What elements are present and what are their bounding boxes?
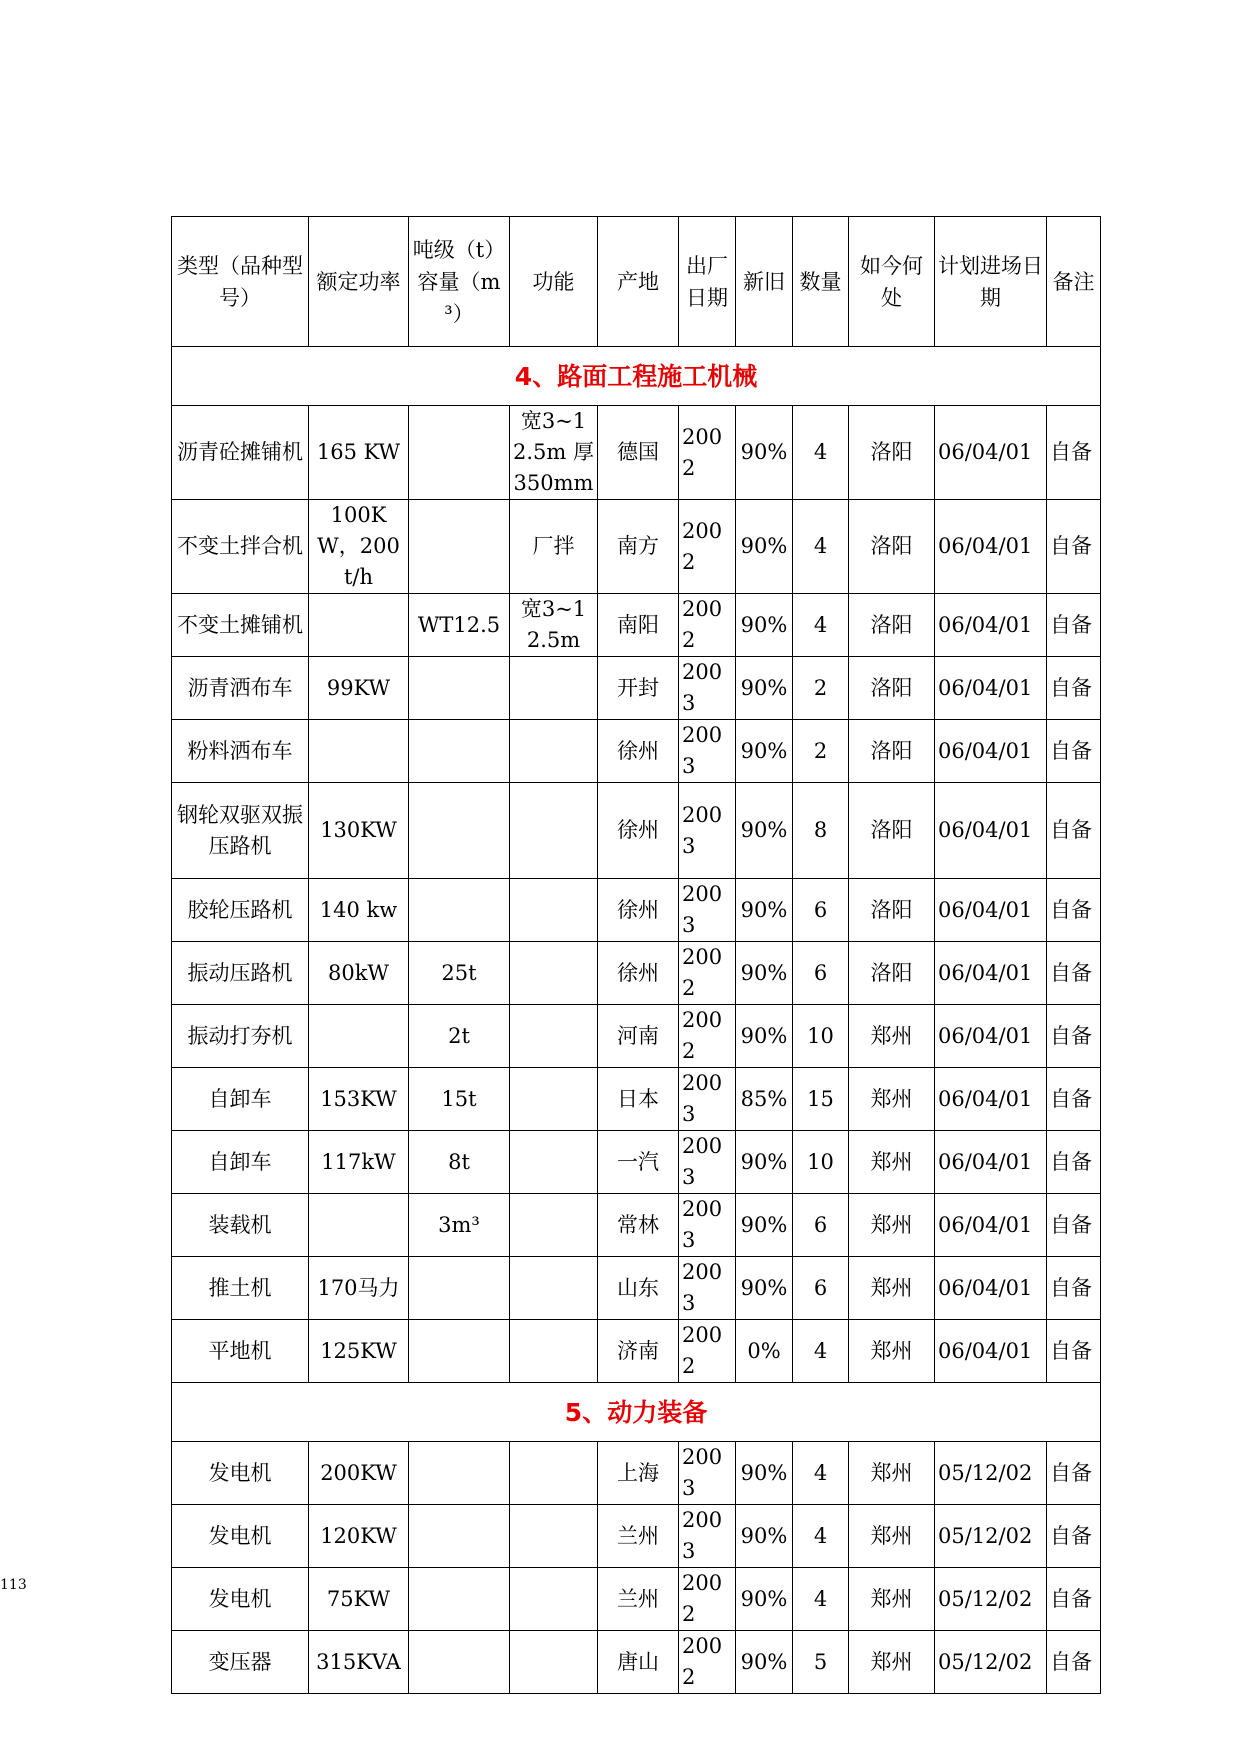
cell-function: 宽3~12.5m 厚350mm [510,406,598,500]
cell-remarks: 自备 [1047,1568,1101,1631]
cell-function [510,1005,598,1068]
cell-remarks: 自备 [1047,1442,1101,1505]
cell-planned-entry-date: 06/04/01 [935,720,1047,783]
cell-tonnage-capacity [409,1631,510,1694]
cell-function [510,783,598,879]
cell-rated-power: 153KW [309,1068,409,1131]
cell-tonnage-capacity [409,879,510,942]
cell-type: 变压器 [172,1631,309,1694]
cell-function [510,1568,598,1631]
cell-current-location: 洛阳 [849,879,935,942]
table-row [172,1631,1101,1694]
cell-current-location: 洛阳 [849,594,935,657]
cell-origin: 常林 [598,1194,679,1257]
cell-condition: 90% [736,594,793,657]
cell-remarks: 自备 [1047,1505,1101,1568]
equipment-table [171,216,1101,1694]
cell-manufacture-date: 2003 [679,1131,736,1194]
cell-tonnage-capacity: 25t [409,942,510,1005]
cell-quantity: 4 [793,406,849,500]
cell-manufacture-date: 2002 [679,942,736,1005]
table-row [172,879,1101,942]
cell-tonnage-capacity: 15t [409,1068,510,1131]
cell-rated-power: 99KW [309,657,409,720]
cell-function [510,1257,598,1320]
cell-function [510,720,598,783]
cell-type: 发电机 [172,1568,309,1631]
cell-type: 平地机 [172,1320,309,1383]
cell-current-location: 郑州 [849,1568,935,1631]
cell-manufacture-date: 2003 [679,783,736,879]
cell-current-location: 洛阳 [849,657,935,720]
cell-current-location: 洛阳 [849,942,935,1005]
cell-tonnage-capacity [409,1320,510,1383]
cell-origin: 山东 [598,1257,679,1320]
cell-origin: 南方 [598,500,679,594]
cell-origin: 兰州 [598,1568,679,1631]
header-origin: 产地 [598,217,679,347]
cell-remarks: 自备 [1047,1257,1101,1320]
cell-quantity: 2 [793,657,849,720]
table-row [172,594,1101,657]
section-row [172,347,1101,406]
cell-remarks: 自备 [1047,1320,1101,1383]
table-row [172,942,1101,1005]
table-row [172,720,1101,783]
cell-manufacture-date: 2002 [679,1631,736,1694]
cell-function [510,1194,598,1257]
cell-condition: 90% [736,1131,793,1194]
cell-current-location: 郑州 [849,1257,935,1320]
cell-quantity: 4 [793,1568,849,1631]
cell-remarks: 自备 [1047,406,1101,500]
cell-condition: 90% [736,1194,793,1257]
cell-planned-entry-date: 06/04/01 [935,657,1047,720]
cell-tonnage-capacity [409,720,510,783]
table-row [172,500,1101,594]
cell-condition: 90% [736,942,793,1005]
cell-manufacture-date: 2003 [679,657,736,720]
cell-current-location: 郑州 [849,1320,935,1383]
table-row [172,1005,1101,1068]
cell-tonnage-capacity: 3m³ [409,1194,510,1257]
cell-condition: 90% [736,1005,793,1068]
cell-condition: 90% [736,406,793,500]
cell-type: 发电机 [172,1442,309,1505]
cell-type: 胶轮压路机 [172,879,309,942]
cell-type: 振动打夯机 [172,1005,309,1068]
cell-rated-power: 170马力 [309,1257,409,1320]
cell-function: 宽3~12.5m [510,594,598,657]
cell-current-location: 郑州 [849,1631,935,1694]
cell-current-location: 郑州 [849,1005,935,1068]
cell-function [510,942,598,1005]
cell-current-location: 郑州 [849,1068,935,1131]
cell-remarks: 自备 [1047,879,1101,942]
header-remarks: 备注 [1047,217,1101,347]
cell-function [510,1068,598,1131]
cell-current-location: 洛阳 [849,406,935,500]
cell-quantity: 6 [793,1257,849,1320]
cell-manufacture-date: 2002 [679,406,736,500]
cell-type: 不变土摊铺机 [172,594,309,657]
cell-planned-entry-date: 05/12/02 [935,1505,1047,1568]
cell-type: 粉料洒布车 [172,720,309,783]
cell-condition: 90% [736,783,793,879]
cell-planned-entry-date: 05/12/02 [935,1442,1047,1505]
cell-remarks: 自备 [1047,1005,1101,1068]
table-row [172,1068,1101,1131]
cell-rated-power: 315KVA [309,1631,409,1694]
cell-condition: 90% [736,657,793,720]
cell-rated-power: 80kW [309,942,409,1005]
cell-manufacture-date: 2002 [679,594,736,657]
cell-planned-entry-date: 06/04/01 [935,879,1047,942]
header-quantity: 数量 [793,217,849,347]
cell-rated-power: 200KW [309,1442,409,1505]
table-row [172,1320,1101,1383]
cell-planned-entry-date: 05/12/02 [935,1631,1047,1694]
cell-function [510,1505,598,1568]
cell-origin: 唐山 [598,1631,679,1694]
cell-origin: 济南 [598,1320,679,1383]
header-rated-power: 额定功率 [309,217,409,347]
cell-tonnage-capacity [409,500,510,594]
cell-origin: 徐州 [598,783,679,879]
cell-remarks: 自备 [1047,783,1101,879]
cell-planned-entry-date: 06/04/01 [935,942,1047,1005]
cell-origin: 开封 [598,657,679,720]
cell-manufacture-date: 2003 [679,1068,736,1131]
cell-origin: 日本 [598,1068,679,1131]
cell-rated-power: 165 KW [309,406,409,500]
cell-type: 发电机 [172,1505,309,1568]
cell-origin: 河南 [598,1005,679,1068]
cell-type: 沥青洒布车 [172,657,309,720]
cell-rated-power [309,720,409,783]
cell-remarks: 自备 [1047,657,1101,720]
cell-function [510,657,598,720]
cell-function [510,1442,598,1505]
table-row [172,1131,1101,1194]
section-title: 5、动力装备 [172,1383,1101,1442]
cell-remarks: 自备 [1047,500,1101,594]
cell-origin: 徐州 [598,720,679,783]
table-row [172,783,1101,879]
table-row [172,1257,1101,1320]
cell-manufacture-date: 2003 [679,1442,736,1505]
cell-condition: 90% [736,500,793,594]
cell-current-location: 郑州 [849,1505,935,1568]
cell-remarks: 自备 [1047,720,1101,783]
cell-quantity: 2 [793,720,849,783]
cell-planned-entry-date: 06/04/01 [935,1320,1047,1383]
section-title: 4、路面工程施工机械 [172,347,1101,406]
cell-quantity: 10 [793,1005,849,1068]
cell-manufacture-date: 2003 [679,1505,736,1568]
cell-current-location: 郑州 [849,1131,935,1194]
cell-manufacture-date: 2003 [679,720,736,783]
cell-tonnage-capacity [409,1442,510,1505]
cell-type: 振动压路机 [172,942,309,1005]
cell-rated-power: 130KW [309,783,409,879]
cell-quantity: 6 [793,879,849,942]
cell-remarks: 自备 [1047,942,1101,1005]
cell-current-location: 郑州 [849,1194,935,1257]
cell-origin: 德国 [598,406,679,500]
cell-origin: 上海 [598,1442,679,1505]
cell-tonnage-capacity [409,406,510,500]
cell-type: 钢轮双驱双振 压路机 [172,783,309,879]
header-manufacture-date: 出厂日期 [679,217,736,347]
cell-planned-entry-date: 06/04/01 [935,1005,1047,1068]
cell-condition: 85% [736,1068,793,1131]
table-row [172,1442,1101,1505]
table-row [172,1505,1101,1568]
cell-quantity: 8 [793,783,849,879]
header-current-location: 如今何处 [849,217,935,347]
cell-rated-power [309,594,409,657]
table-row [172,1194,1101,1257]
section-row [172,1383,1101,1442]
cell-rated-power: 140 kw [309,879,409,942]
cell-rated-power: 125KW [309,1320,409,1383]
cell-tonnage-capacity [409,1505,510,1568]
cell-manufacture-date: 2003 [679,1257,736,1320]
cell-type: 自卸车 [172,1068,309,1131]
cell-quantity: 6 [793,942,849,1005]
cell-quantity: 10 [793,1131,849,1194]
cell-origin: 徐州 [598,942,679,1005]
cell-remarks: 自备 [1047,1131,1101,1194]
cell-manufacture-date: 2003 [679,1194,736,1257]
cell-rated-power: 75KW [309,1568,409,1631]
cell-remarks: 自备 [1047,1068,1101,1131]
cell-type: 沥青砼摊铺机 [172,406,309,500]
header-type: 类型（品种型号） [172,217,309,347]
cell-condition: 90% [736,1257,793,1320]
cell-quantity: 4 [793,500,849,594]
cell-quantity: 5 [793,1631,849,1694]
table-row [172,657,1101,720]
header-planned-entry-date: 计划进场日期 [935,217,1047,347]
cell-condition: 90% [736,1568,793,1631]
cell-current-location: 洛阳 [849,783,935,879]
cell-origin: 徐州 [598,879,679,942]
cell-condition: 90% [736,1631,793,1694]
cell-tonnage-capacity: 2t [409,1005,510,1068]
cell-function [510,1631,598,1694]
cell-type: 不变土拌合机 [172,500,309,594]
cell-planned-entry-date: 06/04/01 [935,594,1047,657]
cell-rated-power: 120KW [309,1505,409,1568]
cell-remarks: 自备 [1047,1194,1101,1257]
cell-quantity: 15 [793,1068,849,1131]
cell-planned-entry-date: 05/12/02 [935,1568,1047,1631]
cell-tonnage-capacity [409,1568,510,1631]
cell-quantity: 4 [793,1505,849,1568]
cell-planned-entry-date: 06/04/01 [935,1068,1047,1131]
cell-manufacture-date: 2003 [679,879,736,942]
cell-condition: 90% [736,1442,793,1505]
cell-planned-entry-date: 06/04/01 [935,1257,1047,1320]
cell-origin: 南阳 [598,594,679,657]
cell-function [510,1320,598,1383]
cell-tonnage-capacity [409,1257,510,1320]
page-number: 113 [0,1577,27,1593]
cell-quantity: 4 [793,1442,849,1505]
cell-quantity: 6 [793,1194,849,1257]
cell-rated-power: 100KW，200t/h [309,500,409,594]
cell-condition: 90% [736,1505,793,1568]
cell-tonnage-capacity [409,657,510,720]
cell-planned-entry-date: 06/04/01 [935,1194,1047,1257]
cell-planned-entry-date: 06/04/01 [935,783,1047,879]
cell-manufacture-date: 2002 [679,1005,736,1068]
cell-condition: 0% [736,1320,793,1383]
cell-remarks: 自备 [1047,594,1101,657]
cell-planned-entry-date: 06/04/01 [935,406,1047,500]
header-row [172,217,1101,347]
table-row [172,406,1101,500]
cell-origin: 兰州 [598,1505,679,1568]
table-row [172,1568,1101,1631]
cell-manufacture-date: 2002 [679,500,736,594]
header-function: 功能 [510,217,598,347]
cell-function: 厂拌 [510,500,598,594]
cell-rated-power [309,1005,409,1068]
cell-quantity: 4 [793,594,849,657]
cell-manufacture-date: 2002 [679,1568,736,1631]
cell-remarks: 自备 [1047,1631,1101,1694]
cell-current-location: 洛阳 [849,720,935,783]
cell-condition: 90% [736,720,793,783]
cell-tonnage-capacity: WT12.5 [409,594,510,657]
cell-planned-entry-date: 06/04/01 [935,1131,1047,1194]
cell-type: 推土机 [172,1257,309,1320]
cell-function [510,879,598,942]
cell-type: 装载机 [172,1194,309,1257]
cell-current-location: 郑州 [849,1442,935,1505]
cell-function [510,1131,598,1194]
header-condition: 新旧 [736,217,793,347]
cell-tonnage-capacity [409,783,510,879]
cell-origin: 一汽 [598,1131,679,1194]
header-tonnage-capacity: 吨级（t）容量（m³） [409,217,510,347]
cell-condition: 90% [736,879,793,942]
cell-rated-power: 117kW [309,1131,409,1194]
cell-manufacture-date: 2002 [679,1320,736,1383]
cell-type: 自卸车 [172,1131,309,1194]
cell-quantity: 4 [793,1320,849,1383]
cell-rated-power [309,1194,409,1257]
cell-planned-entry-date: 06/04/01 [935,500,1047,594]
cell-tonnage-capacity: 8t [409,1131,510,1194]
cell-current-location: 洛阳 [849,500,935,594]
